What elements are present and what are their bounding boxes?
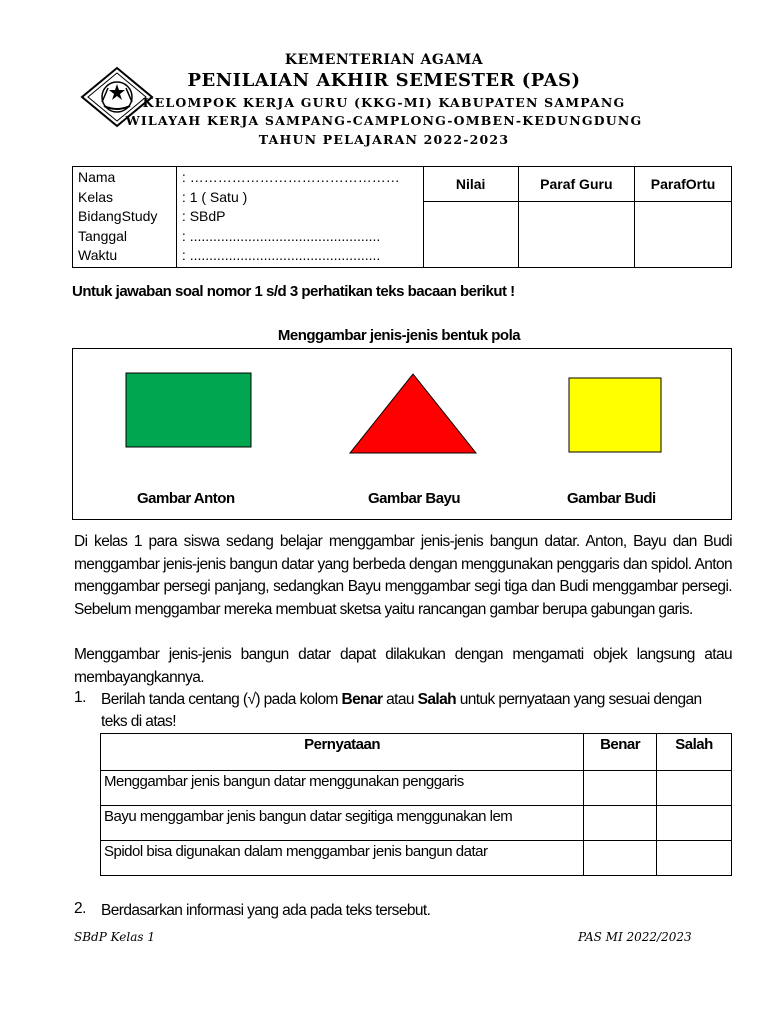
paraf-guru-cell[interactable] bbox=[518, 202, 635, 268]
header-kkg: KELOMPOK KERJA GURU (KKG-MI) KABUPATEN SAMPANG bbox=[142, 95, 626, 110]
nilai-header: Nilai bbox=[423, 167, 518, 202]
statement-3: Spidol bisa digunakan dalam menggambar jenis bangun datar bbox=[101, 841, 584, 876]
salah-checkbox-2[interactable] bbox=[657, 806, 732, 841]
label-gambar-anton: Gambar Anton bbox=[137, 490, 235, 507]
salah-checkbox-1[interactable] bbox=[657, 771, 732, 806]
header-region: WILAYAH KERJA SAMPANG-CAMPLONG-OMBEN-KEDUNGDUNG bbox=[125, 113, 643, 128]
label-tanggal: Tanggal bbox=[78, 227, 128, 244]
header-ministry: KEMENTERIAN AGAMA bbox=[284, 52, 484, 68]
label-kelas: Kelas bbox=[78, 188, 114, 205]
budi-square-shape bbox=[569, 378, 661, 452]
header-exam-title: PENILAIAN AKHIR SEMESTER (PAS) bbox=[187, 70, 581, 91]
label-bidang-study: BidangStudy bbox=[78, 208, 158, 224]
paraf-ortu-header: ParafOrtu bbox=[635, 167, 732, 202]
footer-right: PAS MI 2022/2023 bbox=[578, 930, 692, 944]
anton-rectangle-shape bbox=[126, 373, 251, 447]
value-waktu[interactable]: : ................................................. bbox=[181, 247, 381, 263]
value-tanggal[interactable]: : ................................................. bbox=[181, 227, 381, 244]
student-info-table bbox=[72, 166, 732, 268]
question-1-number: 1. bbox=[74, 689, 86, 706]
statement-1: Menggambar jenis bangun datar menggunakan penggaris bbox=[101, 771, 584, 806]
question-2-number: 2. bbox=[74, 900, 86, 917]
header-year: TAHUN PELAJARAN 2022-2023 bbox=[258, 132, 510, 147]
reading-paragraph-1: Di kelas 1 para siswa sedang belajar menggambar jenis-jenis bangun datar. Anton, Bayu dan Budi menggambar jenis-jenis bangun datar yang berbeda dengan menggunakan penggaris dan spidol. Anton menggambar persegi panjang, sedangkan Bayu menggambar segi tiga dan Budi menggambar persegi. Sebelum menggambar mereka membuat sketsa yaitu rancangan gambar berupa gabungan garis. bbox=[74, 533, 732, 618]
label-gambar-bayu: Gambar Bayu bbox=[368, 490, 461, 507]
statement-2: Bayu menggambar jenis bangun datar segitiga menggunakan lem bbox=[101, 806, 584, 841]
benar-checkbox-3[interactable] bbox=[584, 841, 657, 876]
salah-keyword: Salah bbox=[417, 691, 456, 708]
bayu-triangle-shape bbox=[350, 374, 476, 453]
label-gambar-budi: Gambar Budi bbox=[567, 490, 656, 507]
benar-checkbox-1[interactable] bbox=[584, 771, 657, 806]
label-waktu: Waktu bbox=[78, 247, 118, 263]
table-row bbox=[101, 806, 732, 841]
pernyataan-header: Pernyataan bbox=[101, 734, 584, 771]
instruction-text: Untuk jawaban soal nomor 1 s/d 3 perhatikan teks bacaan berikut ! bbox=[72, 283, 515, 300]
value-bidang-study: : SBdP bbox=[181, 208, 226, 224]
question-1-text: Berilah tanda centang (√) pada kolom Benar atau Salah untuk pernyataan yang sesuai dengan bbox=[101, 691, 702, 708]
question-1-text-line2: teks di atas! bbox=[101, 713, 176, 730]
benar-keyword: Benar bbox=[341, 691, 383, 708]
table-row bbox=[101, 771, 732, 806]
figure-title: Menggambar jenis-jenis bentuk pola bbox=[277, 327, 521, 344]
salah-checkbox-3[interactable] bbox=[657, 841, 732, 876]
value-kelas: : 1 ( Satu ) bbox=[181, 188, 248, 205]
reading-paragraph-2: Menggambar jenis-jenis bangun datar dapat dilakukan dengan mengamati objek langsung atau membayangkannya. bbox=[74, 646, 732, 686]
value-nama[interactable]: : ……………………………………… bbox=[181, 169, 400, 185]
label-nama: Nama bbox=[78, 169, 116, 185]
paraf-ortu-cell[interactable] bbox=[635, 202, 732, 268]
benar-checkbox-2[interactable] bbox=[584, 806, 657, 841]
info-values-cell[interactable] bbox=[176, 167, 423, 268]
benar-header: Benar bbox=[584, 734, 657, 771]
info-labels-cell bbox=[73, 167, 177, 268]
paraf-guru-header: Paraf Guru bbox=[518, 167, 635, 202]
question-2-text: Berdasarkan informasi yang ada pada teks tersebut. bbox=[101, 902, 431, 919]
footer-left: SBdP Kelas 1 bbox=[74, 930, 155, 944]
statement-table bbox=[100, 733, 732, 876]
table-row bbox=[101, 841, 732, 876]
nilai-cell[interactable] bbox=[423, 202, 518, 268]
salah-header: Salah bbox=[657, 734, 732, 771]
